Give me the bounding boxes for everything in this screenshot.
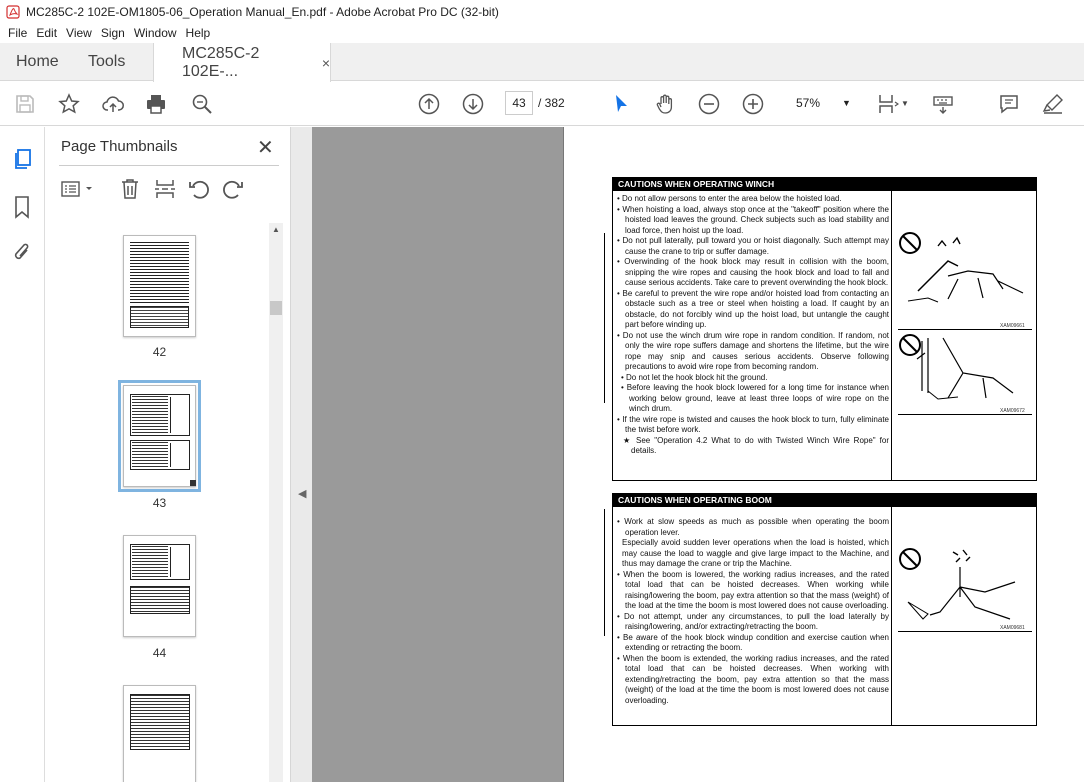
tab-home[interactable]: Home [16,53,59,70]
thumbnail-page-42[interactable] [123,235,196,337]
close-panel-icon[interactable]: ✕ [257,137,274,159]
section-header: CAUTIONS WHEN OPERATING WINCH [613,178,1036,191]
caution-item: • Do not attempt, under any circumstances, to pull the load laterally by raising/lowering, and/or extracting/retracting the boom. [617,611,889,631]
tab-bar [0,43,1084,81]
highlight-button[interactable] [1040,91,1066,117]
zoom-select[interactable] [788,91,858,115]
menu-edit[interactable]: Edit [36,26,58,40]
caution-item: • If the wire rope is twisted and causes the hook block to turn, fully eliminate the twist before work. [617,414,889,434]
select-tool-button[interactable] [608,91,634,117]
arrow-up-circle-icon [417,92,441,116]
winch-obstacle-figure [898,333,1034,413]
previous-page-button[interactable] [416,91,442,117]
page-display-button[interactable] [874,91,900,117]
trash-icon[interactable] [119,177,141,201]
menu-view[interactable]: View [66,26,92,40]
bookmark-star-button[interactable] [56,91,82,117]
scroll-up-icon[interactable]: ▲ [272,225,280,234]
acrobat-icon [6,5,20,19]
thumbnail-page-44[interactable] [123,535,196,637]
zoom-out-button[interactable] [696,91,722,117]
figure-caption: XAM09681 [1000,625,1025,631]
caution-item: • When hoisting a load, always stop once at the "takeoff" position where the hoisted load leaves the ground. Check subjects such as load stability and load force, then hoist up the load. [617,204,889,235]
thumbnail-page-43[interactable] [123,385,196,487]
zoom-value: 57% [796,96,821,110]
caution-item: • Do not allow persons to enter the area below the hoisted load. [617,194,842,203]
tab-document-label: MC285C-2 102E-... [182,44,260,80]
thumbnail-label: 42 [152,345,167,359]
thumbnail-label: 43 [152,496,167,510]
bookmarks-toggle[interactable] [12,195,32,224]
caution-item: • Work at slow speeds as much as possible when operating the boom operation lever. [617,517,889,537]
search-zoom-icon [190,92,214,116]
caution-item: • Overwinding of the hook block may result in collision with the boom, snipping the wire ropes and causing the hook block and load to fall and cause serious accidents. Take care to prevent overwinding the hook block. [617,257,889,287]
winch-diagonal-hoist-figure [898,231,1034,311]
rotate-counterclockwise-icon[interactable] [187,177,211,201]
paperclip-icon [11,241,33,265]
panel-title: Page Thumbnails [61,138,178,155]
options-menu-icon[interactable] [61,179,97,199]
save-icon [13,92,37,116]
menu-help[interactable]: Help [185,26,211,40]
caution-item: • Be careful to prevent the wire rope and/or hoisted load from contacting an obstacle such as a tree or steel when hoisting a load. If caught by an obstacle, do not forcibly wind up the hoist load, but untangle the caught part before winding up. [617,288,889,329]
hand-icon [653,92,677,116]
collapse-left-icon[interactable]: ◀ [298,488,307,500]
panel-collapse-bar[interactable] [290,127,312,782]
bookmark-icon [12,195,32,219]
plus-circle-icon [741,92,765,116]
panel-divider [59,165,279,166]
page-total: / 382 [538,96,565,110]
menu-bar [0,23,1084,43]
share-button[interactable] [100,91,126,117]
boom-lateral-pull-figure [898,547,1034,627]
caution-item: • When the boom is lowered, the working radius increases, and the rated total load that can be hoisted decreases. When working while raising/lowering the boom, pay extra attention so that the mass (weight) of the load at the time the boom is most lowered does not cause overloading. [617,569,889,610]
winch-cautions-box [612,177,1037,481]
boom-cautions-text [617,517,889,706]
pages-icon [11,147,35,171]
caution-item: • Do not pull laterally, pull toward you or hoist diagonally. Such attempt may cause the crane to trip or suffer damage. [617,236,889,256]
figure-caption: XAM09661 [1000,323,1025,329]
title-bar [0,0,1084,23]
caution-item: • Do not use the winch drum wire rope in random condition. If random, not only the wire rope suffers damage and shortens the lifetime, but the wire rope may snip and causes serious accidents. Observe following precautions to avoid wire rope from becoming random. [617,330,889,371]
insert-page-icon[interactable] [154,177,176,201]
change-bar [604,509,605,636]
menu-sign[interactable]: Sign [100,26,125,40]
caution-reference: ★ See "Operation 4.2 What to do with Twisted Winch Wire Rope" for details. [623,435,889,455]
caution-item: • When the boom is extended, the working radius increases, and the rated total load that can be hoisted decreases. When working with extending/retracting the boom, pay extra attention so that the mass (weight) of the load at the time the boom is most lowered does not cause overloading. [617,653,889,705]
fit-page-icon [875,92,899,116]
star-icon [57,92,81,116]
minus-circle-icon [697,92,721,116]
next-page-button[interactable] [460,91,486,117]
scroll-mode-button[interactable] [930,91,956,117]
caution-item-continued: Especially avoid sudden lever operations when the load is hoisted, which may cause the load to waggle and give large impact to the Machine, and thus may damage the crane or trip the Machine. [622,538,889,568]
printer-icon [144,92,168,116]
boom-figures [891,507,1037,726]
thumbnail-label: 44 [152,646,167,660]
rotate-clockwise-icon[interactable] [221,177,245,201]
scrollbar-thumb[interactable] [270,301,282,315]
left-rail [0,127,45,782]
caution-item: • Be aware of the hook block windup condition and exercise caution when extending or retracting the boom. [617,632,889,652]
change-bar [604,233,605,403]
winch-figures [891,191,1037,481]
caution-subitem: • Do not let the hook block hit the ground. [621,372,768,382]
page-thumbnails-toggle[interactable] [11,147,35,176]
comment-icon [997,92,1021,116]
window-title: MC285C-2 102E-OM1805-06_Operation Manual_En.pdf - Adobe Acrobat Pro DC (32-bit) [26,4,499,19]
thumbnail-scrollbar[interactable] [269,223,283,782]
tab-document[interactable] [153,43,331,82]
save-button[interactable] [12,91,38,117]
page-number-input[interactable]: 43 [505,91,533,115]
highlighter-pen-icon [1041,92,1065,116]
page-thumbnails-panel [45,127,290,782]
attachments-toggle[interactable] [11,241,33,270]
caution-subitem: • Before leaving the hook block lowered for a long time for instance when working below ground, leave at least three loops of wire rope on the winch drum. [621,383,889,413]
hand-tool-button[interactable] [652,91,678,117]
boom-cautions-box [612,493,1037,726]
winch-cautions-text [617,194,889,457]
comment-button[interactable] [996,91,1022,117]
thumbnail-page-45[interactable] [123,685,196,782]
menu-window[interactable]: Window [133,26,177,40]
print-button[interactable] [143,91,169,117]
close-tab-icon[interactable]: × [321,54,330,71]
chevron-down-icon: ▼ [842,98,851,108]
page-display-dropdown-icon[interactable]: ▼ [901,99,909,108]
thumbnail-list [45,223,277,782]
find-button[interactable] [189,91,215,117]
figure-caption: XAM09672 [1000,408,1025,414]
menu-file[interactable]: File [8,26,28,40]
section-header: CAUTIONS WHEN OPERATING BOOM [613,494,1036,507]
keyboard-scroll-icon [931,92,955,116]
cursor-arrow-icon [609,92,633,116]
arrow-down-circle-icon [461,92,485,116]
tab-tools[interactable]: Tools [88,53,126,70]
upload-cloud-icon [101,92,125,116]
zoom-in-button[interactable] [740,91,766,117]
